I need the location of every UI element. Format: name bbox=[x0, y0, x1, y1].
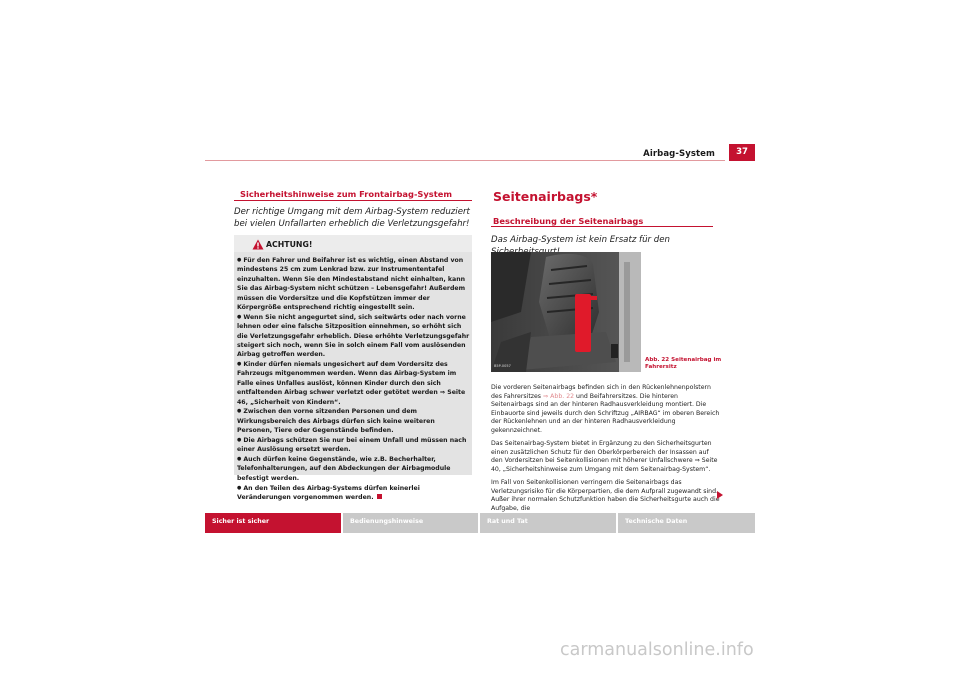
warning-list bbox=[237, 256, 470, 503]
paragraph-1: Die vorderen Seitenairbags befinden sich in den Rückenlehnenpolstern des Fahrersitzes ⇒ Abb. 22 und Beifahrersitzes. Die hinteren Seitenairbags sind an der hinteren Radhausverkleidung montiert. Die Einbauorte sind jeweils durch den Schriftzug „AIRBAG“ im oberen Bereich der Rückenlehnen und an der hinteren Radhausverkleidung gekennzeichnet. bbox=[491, 384, 720, 434]
paragraph-2: Das Seitenairbag-System bietet in Ergänzung zu den Sicherheitsgurten einen zusätzlichen Schutz für den Oberkörperbereich der Insassen auf den Vordersitzen bei Seitenkollisionen mit höherer Unfallschwere ⇒ Seite 40, „Sicherheitshinweise zum Umgang mit dem Seitenairbag-System“. bbox=[491, 440, 718, 473]
body-text bbox=[491, 384, 721, 518]
figure-code: B5P-0057 bbox=[494, 364, 511, 368]
bullet-icon: ● bbox=[237, 313, 242, 320]
warning-item: ● Kinder dürfen niemals ungesichert auf dem Vordersitz des Fahrzeugs mitgenommen werden. Wenn das Airbag-System im Falle eines Unfalles auslöst, können Kinder durch den sich entfaltenden Airbag schwer verletzt oder getötet werden ⇒ Seite 46, „Sicherheit von Kindern“. bbox=[237, 361, 466, 406]
warning-triangle-icon bbox=[252, 239, 264, 250]
warning-item: ● Zwischen den vorne sitzenden Personen und dem Wirkungsbereich des Airbags dürfen sich keine weiteren Personen, Tiere oder Gegenstände befinden. bbox=[237, 408, 435, 435]
warning-item: ● Auch dürfen keine Gegenstände, wie z.B. Becherhalter, Telefonhalterungen, auf den Abdeckungen der Airbagmodule befestigt werden. bbox=[237, 456, 451, 482]
warning-item: ● Für den Fahrer und Beifahrer ist es wichtig, einen Abstand von mindestens 25 cm zum Lenkrad bzw. zur Instrumententafel einzuhalten. Wenn Sie den Mindestabstand nicht einhalten, kann Sie das Airbag-System nicht schützen – Lebensgefahr! Außerdem müssen die Vordersitze und die Kopfstützen immer der Körpergröße entsprechend richtig eingestellt sein. bbox=[237, 257, 466, 312]
seat-illustration bbox=[491, 252, 641, 372]
lead-text-left: Der richtige Umgang mit dem Airbag-System reduziert bei vielen Unfallarten erheblich die Verletzungsgefahr! bbox=[234, 207, 470, 229]
end-of-section-icon bbox=[377, 494, 382, 499]
footer-tab-rat-und-tat[interactable]: Rat und Tat bbox=[480, 513, 616, 533]
bullet-icon: ● bbox=[237, 408, 242, 415]
bullet-icon: ● bbox=[237, 361, 242, 368]
header-rule bbox=[205, 160, 725, 161]
warning-item: ● Wenn Sie nicht angegurtet sind, sich seitwärts oder nach vorne lehnen oder eine falsche Sitzposition einnehmen, so erhöht sich die Verletzungsgefahr erheblich. Diese erhöhte Verletzungsgefahr steigert sich noch, wenn Sie in solch einem Fall vom auslösenden Airbag getroffen werden. bbox=[237, 313, 470, 359]
footer-tab-bedienung[interactable]: Bedienungshinweise bbox=[343, 513, 478, 533]
footer-tab-sicher[interactable]: Sicher ist sicher bbox=[205, 513, 341, 533]
figure-reference-link[interactable]: ⇒ Abb. 22 bbox=[543, 392, 575, 400]
heading-rule bbox=[234, 200, 472, 201]
seat-airbag-photo bbox=[491, 252, 641, 372]
bullet-icon: ● bbox=[237, 456, 242, 463]
section-heading-side-airbag: Beschreibung der Seitenairbags bbox=[493, 216, 644, 226]
bullet-icon: ● bbox=[237, 257, 242, 263]
section-heading-front-airbag: Sicherheitshinweise zum Frontairbag-System bbox=[240, 189, 452, 199]
lead-text-right: Das Airbag-System ist kein Ersatz für den bbox=[491, 235, 670, 245]
chapter-title: Airbag-System bbox=[643, 149, 715, 159]
bullet-icon: ● bbox=[237, 484, 242, 491]
bullet-icon: ● bbox=[237, 436, 242, 443]
warning-item: ● Die Airbags schützen Sie nur bei einem Unfall und müssen nach einer Auslösung ersetzt werden. bbox=[237, 436, 467, 454]
figure-caption: Abb. 22 Seitenairbag im Fahrersitz bbox=[645, 357, 722, 370]
watermark: carmanualsonline.info bbox=[560, 640, 754, 660]
continue-arrow-icon bbox=[717, 491, 723, 499]
footer-tab-technische-daten[interactable]: Technische Daten bbox=[618, 513, 755, 533]
warning-item: ● An den Teilen des Airbag-Systems dürfen keinerlei Veränderungen vorgenommen werden. bbox=[237, 484, 420, 501]
page-number: 37 bbox=[729, 144, 755, 161]
page-section-title: Seitenairbags* bbox=[493, 189, 598, 204]
warning-title: ACHTUNG! bbox=[266, 240, 313, 249]
heading-rule bbox=[491, 226, 713, 227]
paragraph-3: Im Fall von Seitenkollisionen verringern die Seitenairbags das Verletzungsrisiko für die Körperpartien, die dem Aufprall zugewandt sind. Außer ihrer normalen Schutzfunktion haben die Sicherheitsgurte auch die Aufgabe, die bbox=[491, 479, 720, 512]
